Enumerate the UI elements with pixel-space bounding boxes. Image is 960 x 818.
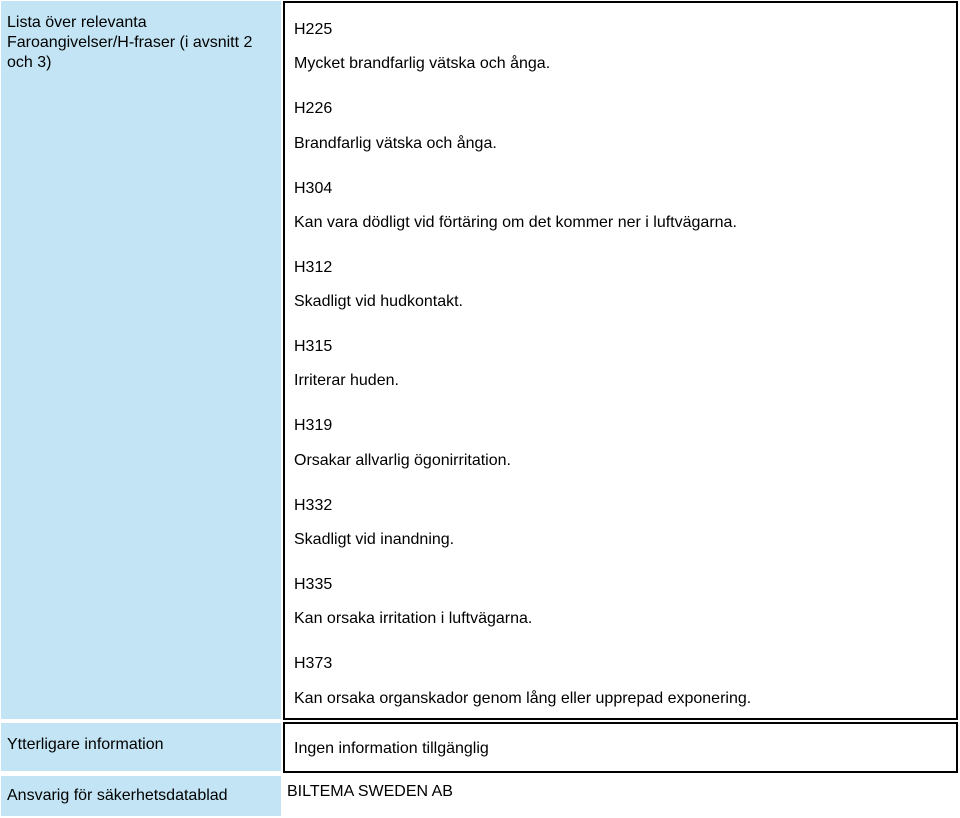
phrase-text: Irriterar huden. [294, 372, 399, 389]
phrase-code: H226 [294, 100, 333, 117]
responsible-value-cell [283, 776, 958, 816]
phrase-code: H315 [294, 338, 333, 355]
phrase-text: Orsakar allvarlig ögonirritation. [294, 452, 511, 469]
hazard-phrases-label-cell [1, 1, 281, 719]
phrase-code: H332 [294, 497, 333, 514]
additional-info-box [283, 722, 958, 773]
phrase-code: H304 [294, 180, 333, 197]
additional-info-label: Ytterligare information [7, 736, 164, 753]
responsible-label: Ansvarig för säkerhetsdatablad [7, 787, 228, 804]
hazard-phrases-box [283, 1, 958, 720]
hazard-phrases-label: Lista över relevanta Faroangivelser/H-fraser (i avsnitt 2 och 3) [7, 14, 253, 71]
phrase-code: H225 [294, 21, 333, 38]
phrase-text: Mycket brandfarlig vätska och ånga. [294, 55, 551, 72]
phrase-text: Skadligt vid inandning. [294, 531, 455, 548]
phrase-code: H373 [294, 655, 333, 672]
phrase-code: H335 [294, 576, 333, 593]
responsible-label-cell [1, 776, 281, 816]
phrase-code: H312 [294, 259, 333, 276]
responsible-value: BILTEMA SWEDEN AB [287, 783, 453, 800]
phrase-text: Kan orsaka irritation i luftvägarna. [294, 610, 533, 627]
phrase-text: Brandfarlig vätska och ånga. [294, 135, 497, 152]
phrase-text: Kan vara dödligt vid förtäring om det kommer ner i luftvägarna. [294, 214, 737, 231]
phrase-text: Kan orsaka organskador genom lång eller upprepad exponering. [294, 690, 752, 707]
phrase-text: Skadligt vid hudkontakt. [294, 293, 463, 310]
additional-info-value: Ingen information tillgänglig [294, 740, 489, 757]
additional-info-label-cell [1, 723, 281, 771]
phrase-code: H319 [294, 417, 333, 434]
